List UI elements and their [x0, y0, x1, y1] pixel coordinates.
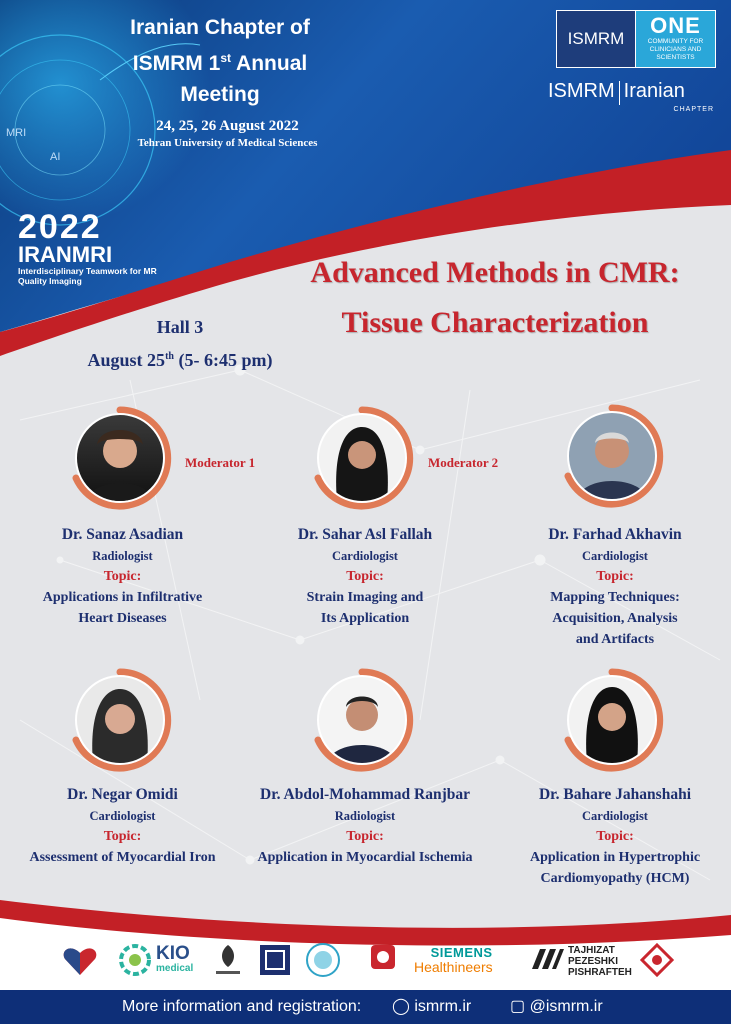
website-text: ismrm.ir [414, 998, 472, 1015]
ismrm-one-logo [556, 10, 716, 68]
title-superscript: st [220, 51, 231, 65]
one-text: ONE [650, 13, 701, 38]
topic-line: Mapping Techniques: [550, 590, 680, 605]
chapter-iranian: Iranian [623, 80, 685, 102]
speaker-photo [567, 675, 657, 765]
dates-text: 24, 25, 26 August 2022 [156, 118, 299, 134]
topic-line: and Artifacts [575, 632, 655, 647]
instagram-text: @ismrm.ir [529, 998, 603, 1015]
date-main: August 25 [87, 350, 166, 370]
speaker-photo [75, 675, 165, 765]
hall-label: Hall 3 [156, 317, 204, 337]
chapter-ismrm: ISMRM [548, 80, 615, 102]
logo-year: 2022 [18, 208, 102, 246]
logo-tagline: Interdisciplinary Teamwork for MR Quality Imaging [18, 266, 157, 286]
topic-line: Assessment of Myocardial Iron [29, 850, 216, 865]
date-sup: th [165, 351, 174, 362]
moderator-label: Moderator 2 [428, 455, 499, 470]
instagram-link[interactable] [510, 990, 603, 1024]
siemens-text: SIEMENS [430, 945, 493, 960]
pezeshki-text: PEZESHKI [568, 956, 619, 967]
iranian-chapter-logo [548, 80, 718, 113]
topic-label: Topic: [103, 829, 142, 844]
iranmri-logo [18, 210, 158, 286]
speaker-role: Cardiologist [332, 549, 398, 563]
topic-line: Acquisition, Analysis [552, 611, 678, 626]
topic-label: Topic: [596, 569, 634, 584]
title-line-2 [90, 43, 350, 79]
university-emblem-icon [258, 943, 292, 977]
kio-text: KIO [156, 943, 190, 964]
topic-line: Heart Diseases [78, 611, 167, 626]
speaker-card [505, 785, 725, 889]
speaker-name: Dr. Negar Omidi [67, 786, 178, 803]
title-line-1: Iranian Chapter of [130, 16, 310, 39]
venue-text: Tehran University of Medical Sciences [137, 137, 318, 149]
chapter-label: CHAPTER [673, 106, 714, 113]
speaker-photo [567, 411, 657, 501]
mri-label: MRI [6, 127, 27, 139]
speaker-name: Dr. Sahar Asl Fallah [297, 526, 433, 543]
meeting-title [90, 12, 350, 110]
speaker-role: Radiologist [334, 809, 396, 823]
siemens-logo [414, 945, 493, 975]
moderator-label: Moderator 1 [185, 455, 256, 470]
speaker-role: Cardiologist [89, 809, 156, 823]
title-line-2-rest: Annual [230, 52, 308, 75]
topic-line: Application in Myocardial Ischemia [257, 850, 473, 865]
community-text: COMMUNITY FOR CLINICIANS AND SCIENTISTS [647, 38, 704, 61]
ai-label: AI [50, 151, 61, 163]
title-line-3: Meeting [180, 83, 260, 106]
speaker-photo [317, 413, 407, 503]
topic-line: Strain Imaging and [306, 590, 424, 605]
speaker-card [510, 525, 720, 650]
kio-circle-icon [118, 943, 152, 977]
topic-label: Topic: [596, 829, 634, 844]
kio-logo [156, 945, 193, 975]
speaker-name: Dr. Sanaz Asadian [61, 526, 184, 543]
meeting-dates [120, 118, 335, 149]
sponsor-logos [0, 935, 731, 987]
ministry-emblem-icon [210, 941, 246, 979]
footer-label: More information and registration: [122, 998, 362, 1015]
topic-label: Topic: [103, 569, 142, 584]
topic-line: Applications in Infiltrative [42, 590, 203, 605]
portrait-icon [569, 413, 655, 499]
tajhizat-mark-icon [530, 947, 564, 971]
topic-label: Topic: [346, 569, 384, 584]
ismrm-logo-text: ISMRM [557, 11, 636, 67]
association-seal-icon [305, 942, 341, 978]
healthineers-text: Healthineers [414, 959, 493, 975]
speaker-photo [317, 675, 407, 765]
portrait-icon [569, 677, 655, 763]
speaker-name: Dr. Abdol-Mohammad Ranjbar [260, 786, 470, 803]
speaker-card [10, 785, 235, 868]
one-community-badge [636, 11, 715, 67]
portrait-icon [77, 415, 163, 501]
speaker-name: Dr. Farhad Akhavin [548, 526, 682, 543]
portrait-icon [319, 415, 405, 501]
globe-icon: ◯ [392, 998, 410, 1015]
topic-line: Application in Hypertrophic [529, 850, 701, 865]
website-link[interactable] [392, 990, 471, 1024]
tajhizat-text: TAJHIZAT [568, 945, 615, 956]
pishrafteh-text: PISHRAFTEH [568, 967, 632, 978]
topic-line: Its Application [320, 611, 410, 626]
logo-name: IRANMRI [18, 242, 113, 267]
speaker-card [260, 525, 470, 629]
kio-sub-text: medical [156, 963, 194, 974]
heart-society-icon [62, 945, 98, 977]
session-title-line-1: Advanced Methods in CMR: [310, 256, 680, 289]
speaker-role: Cardiologist [582, 809, 648, 823]
session-info [60, 312, 300, 375]
speaker-photo [75, 413, 165, 503]
chapter-divider [619, 81, 620, 105]
company-seal-icon [640, 943, 674, 977]
date-rest: (5- 6:45 pm) [173, 350, 273, 370]
speaker-role: Cardiologist [582, 549, 648, 563]
footer-bar [0, 990, 731, 1024]
instagram-icon: ▢ [510, 998, 526, 1015]
topic-label: Topic: [346, 829, 384, 844]
title-line-2-main: ISMRM 1 [132, 52, 221, 75]
speaker-card [20, 525, 225, 629]
portrait-icon [319, 677, 405, 763]
speaker-card [240, 785, 490, 868]
faranari-logo-icon [368, 942, 398, 972]
topic-line: Cardiomyopathy (HCM) [540, 871, 690, 886]
speaker-name: Dr. Bahare Jahanshahi [538, 786, 692, 803]
session-date [60, 342, 300, 375]
session-title [255, 248, 731, 348]
portrait-icon [77, 677, 163, 763]
session-title-line-2: Tissue Characterization [341, 306, 649, 339]
speaker-role: Radiologist [92, 549, 153, 563]
tajhizat-logo [568, 945, 632, 978]
